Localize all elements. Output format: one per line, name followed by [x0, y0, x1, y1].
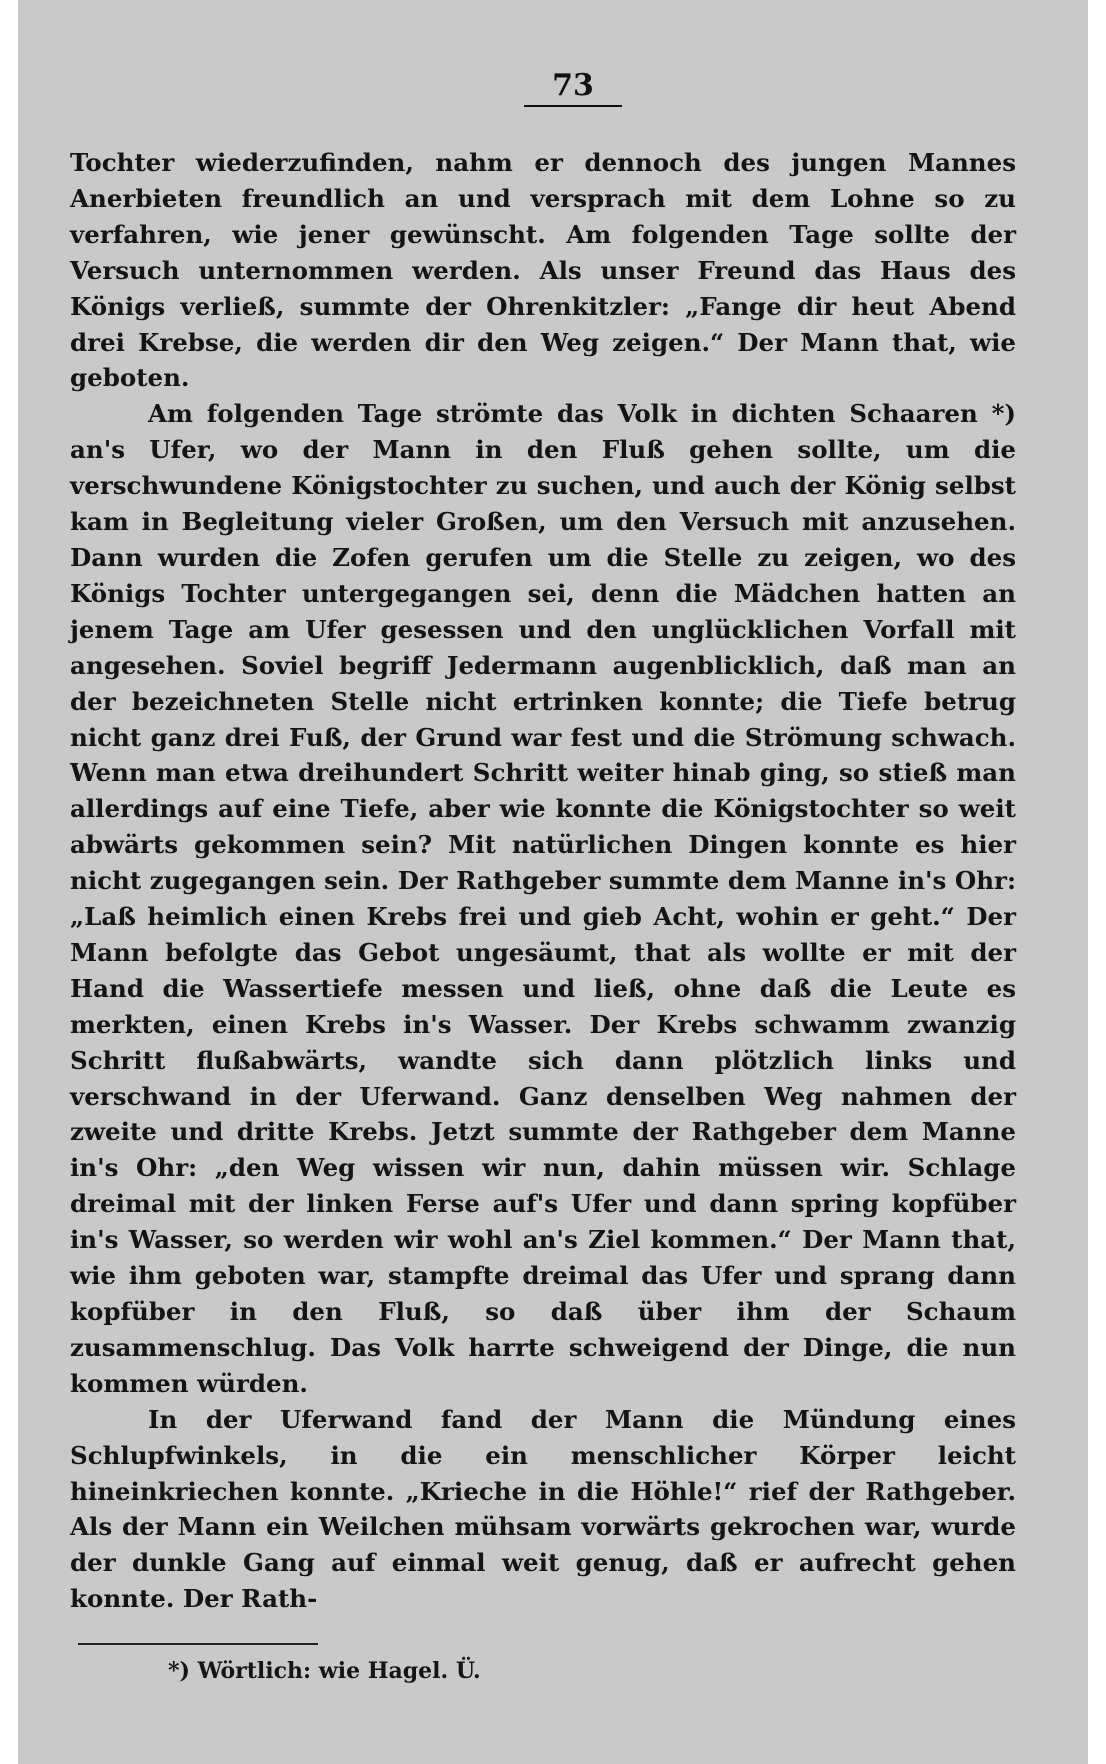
- paragraph-1: Tochter wiederzufinden, nahm er dennoch des jungen Mannes Anerbieten freundlich an und versprach mit dem Lohne so zu verfahren, wie jener gewünscht. Am folgenden Tage sollte der Versuch unternommen werden. Als unser Freund das Haus des Königs verließ, summte der Ohrenkitzler: „Fange dir heut Abend drei Krebse, die werden dir den Weg zeigen.“ Der Mann that, wie geboten.: [70, 148, 1016, 393]
- footnote: *) Wörtlich: wie Hagel. Ü.: [168, 1658, 481, 1684]
- paragraph-3: In der Uferwand fand der Mann die Mündung eines Schlupfwinkels, in die ein menschlicher Körper leicht hineinkriechen konnte. „Krieche in die Höhle!“ rief der Rathgeber. Als der Mann ein Weilchen mühsam vorwärts gekrochen war, wurde der dunkle Gang auf einmal weit genug, daß er aufrecht gehen konnte. Der Rath-: [70, 1404, 1016, 1614]
- body-text: [70, 145, 1016, 1617]
- footnote-divider: [78, 1643, 318, 1645]
- page-header: [18, 68, 1088, 107]
- page-number: 73: [524, 68, 622, 107]
- book-page: [18, 0, 1088, 1764]
- paragraph-2: Am folgenden Tage strömte das Volk in dichten Schaaren *) an's Ufer, wo der Mann in den Fluß gehen sollte, um die verschwundene Königstochter zu suchen, und auch der König selbst kam in Begleitung vieler Großen, um den Versuch mit anzusehen. Dann wurden die Zofen gerufen um die Stelle zu zeigen, wo des Königs Tochter untergegangen sei, denn die Mädchen hatten an jenem Tage am Ufer gesessen und den unglücklichen Vorfall mit angesehen. Soviel begriff Jedermann augenblicklich, daß man an der bezeichneten Stelle nicht ertrinken konnte; die Tiefe betrug nicht ganz drei Fuß, der Grund war fest und die Strömung schwach. Wenn man etwa dreihundert Schritt weiter hinab ging, so stieß man allerdings auf eine Tiefe, aber wie konnte die Königstochter so weit abwärts gekommen sein? Mit natürlichen Dingen konnte es hier nicht zugegangen sein. Der Rathgeber summte dem Manne in's Ohr: „Laß heimlich einen Krebs frei und gieb Acht, wohin er geht.“ Der Mann befolgte das Gebot ungesäumt, that als wollte er mit der Hand die Wassertiefe messen und ließ, ohne daß die Leute es merkten, einen Krebs in's Wasser. Der Krebs schwamm zwanzig Schritt flußabwärts, wandte sich dann plötzlich links und verschwand in der Uferwand. Ganz denselben Weg nahmen der zweite und dritte Krebs. Jetzt summte der Rathgeber dem Manne in's Ohr: „den Weg wissen wir nun, dahin müssen wir. Schlage dreimal mit der linken Ferse auf's Ufer und dann spring kopfüber in's Wasser, so werden wir wohl an's Ziel kommen.“ Der Mann that, wie ihm geboten war, stampfte dreimal das Ufer und sprang dann kopfüber in den Fluß, so daß über ihm der Schaum zusammenschlug. Das Volk harrte schweigend der Dinge, die nun kommen würden.: [70, 399, 1016, 1398]
